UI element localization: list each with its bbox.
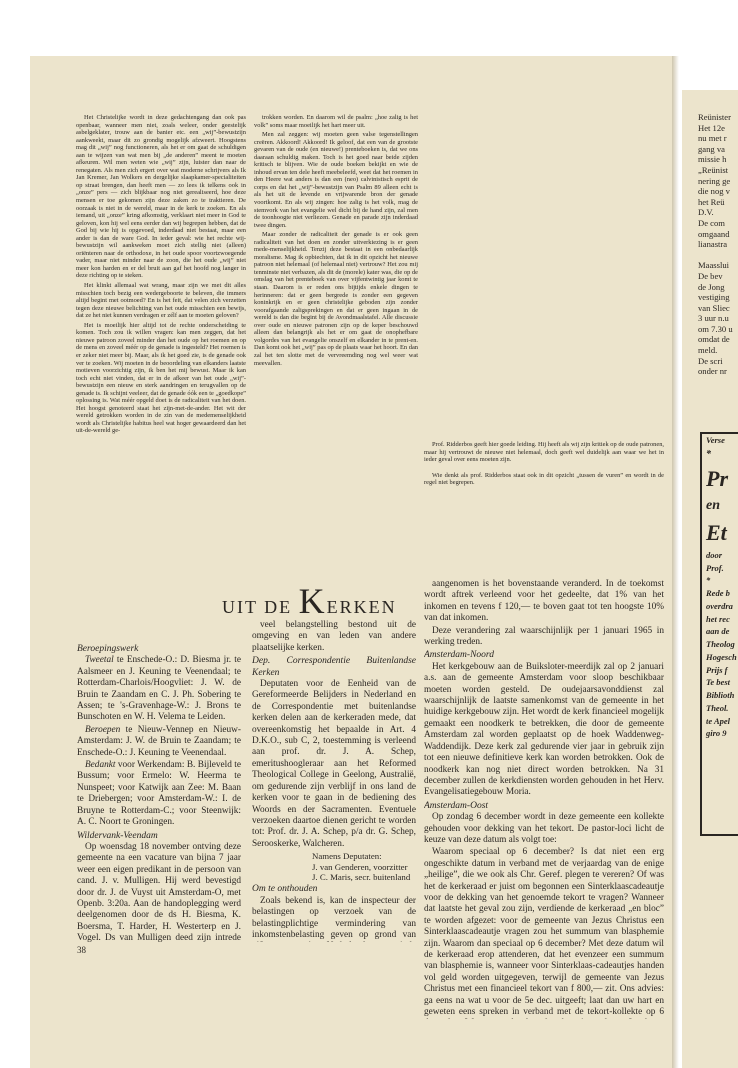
news-paragraph: [424, 579, 664, 625]
article-paragraph: Maar zonder de radicaliteit der genade is er ook geen radicaliteit van het doen en zonder uitverkiezing is er geen mede-menselijkheid. Tenzij deze bestaat in een onbedaarlijk moralisme. Mag ik opbiechten, dat ik in dit opzicht het nieuwe patroon niet helemaal (of helemaal niet) vertrouw? Het zou mij tenminste niet verbazen, als dit de (morele) kater was, die op de omslag van het prenteboek van over vijfentwintig jaar komt te staan. Daarom is er reden ons bijtijds enkele dingen te herinneren: dat er geen bergrede is zonder een gegeven koninkrijk en er geen christelijke geboden zijn zonder voorafgaande zaligsprekingen en dat er geen ingaan in de wereld is dan die begint bij de Avondmaalstafel. Alle discussie over oude en nieuwe patronen zijn op de keper beschouwd alleen dan belangrijk als het er om gaat de onophefbare volgordes van het evangelie onszelf en elkander in te prent-en. Dan komt ook het „wij” pas op de plaats waar het hoort. En dan zal het ten slotte met de vervreemding nog wel weer wat meevallen.: [254, 231, 418, 367]
page-number: 38: [77, 945, 86, 955]
article-paragraph: Het klinkt allemaal wat wrang, maar zijn we met dit alles misschien toch bezig een wedergeboorte te beleven, die immers altijd begint met ootmoed? En is het feit, dat velen zich verzetten tegen deze nieuwe belichting van het oude misschien een bewijs, dat ze het niet kunnen verdragen er zélf aan te moeten geloven?: [76, 282, 246, 320]
adjacent-text-line: omdat de: [698, 334, 730, 345]
ad-line: Theol.: [706, 702, 729, 713]
news-paragraph: [77, 655, 241, 723]
church-news-column-3: [424, 579, 664, 1019]
adjacent-text-line: Het 12e: [698, 122, 725, 133]
ad-line: Verse: [706, 435, 725, 445]
adjacent-text-line: „Reünist: [698, 164, 729, 175]
adjacent-text-line: nu met r: [698, 133, 727, 144]
adjacent-text-line: om 7.30 u: [698, 323, 733, 334]
signature-line: J. van Genderen, voorzitter: [312, 861, 408, 872]
adjacent-text-line: Maasslui: [698, 260, 730, 271]
ad-line: aan de: [706, 626, 730, 637]
adjacent-text-line: het Reü: [698, 196, 725, 207]
ad-line: Prijs f: [706, 664, 728, 675]
ad-line: Theolog: [706, 639, 735, 649]
news-text: veel belangstelling bestond uit de omgeving en van leden van andere plaatselijke kerken.: [252, 620, 416, 653]
ad-line: en: [706, 497, 720, 513]
editorial-paragraph: Prof. Ridderbos geeft hier goede leiding. Hij heeft als wij zijn kritiek op de oude patronen, maar hij vertrouwt de nieuwe niet helemaal, doch geeft wel duidelijk aan waar we het in ieder geval over eens moeten zijn.: [424, 441, 664, 464]
article-column-1: [76, 114, 246, 564]
news-subheading: Om te onthouden: [252, 884, 318, 895]
heading-prefix: UIT DE: [222, 597, 299, 617]
ad-line: het rec: [706, 613, 730, 624]
adjacent-text-line: De scri: [698, 355, 723, 366]
adjacent-text-line: vestiging: [698, 292, 730, 303]
article-paragraph: Men zal zeggen: wij moeten geen valse tegenstellingen creëren. Akkoord! Akkoord! Ik geloof, dat een van de grootste gevaren van de oude (en nieuwe!) prenteboeken is, dat we ons daaraan schuldig maken. Toch is het goed naar beide zijden kritisch te blijven. Wie de oude boeken bekijkt en wie de inhoud ervan ten dele heeft meebeleefd, weet dat het roemen in den Heere wat anders is dan een (neo) calvinistisch esprit de corps en dat het „wij”-bewustzijn van Psalm 89 alleen echt is als het uit de levende en vrijwarende bron der genade voortkomt. En als wij zingen: hoe zalig is het volk, mag de stemvork van het evangelie wel dicht bij de hand zijn, zal men de toonhoogte niet verliezen. Genade en parade zijn inderdaad twee dingen.: [254, 131, 418, 229]
news-paragraph: [252, 896, 416, 942]
news-paragraph: [424, 812, 664, 846]
article-column-3: [424, 441, 664, 561]
editorial-paragraph: Wie denkt als prof. Ridderbos staat ook in dit opzicht „tussen de vuren” en wordt in de regel niet begrepen.: [424, 471, 664, 487]
adjacent-text-line: D.V.: [698, 207, 714, 218]
adjacent-text-line: die nog v: [698, 186, 730, 197]
news-text: Deputaten voor de Eenheid van de Gereformeerde Belijders in Nederland en de Correspondentie met buitenlandse kerken delen aan de kerkeraden mede, dat overeenkomstig het bepaalde in Art. 4 D.K.O., sub C, 2, toestemming is verleend aan prof. dr. J. A. Schep, emeritushoogleraar aan het Reformed Theological College in Geelong, Australië, om gedurende zijn verblijf in ons land de kerken voor te gaan in de bediening des Woords en der Sacramenten. Eventuele verzoeken daartoe dienen gericht te worden tot: Prof. dr. J. A. Schep, p/a dr. G. Schep, Serooskerke, Walcheren.: [252, 679, 416, 849]
page-gutter: [672, 56, 682, 1068]
adjacent-text-line: 3 uur n.u: [698, 313, 729, 324]
news-paragraph: [424, 662, 664, 799]
news-lead: Tweetal: [85, 655, 114, 666]
news-text: voor Werkendam: B. Bijleveld te Bussum; voor Ermelo: W. Heerma te Nunspeet; voor Katwijk aan Zee: M. Baan te Driebergen; voor Amsterdam-W.: I. de Bruyne te Rotterdam-C.; voor Steenwijk: A. C. Noort te Groningen.: [77, 760, 241, 828]
news-text: Waarom speciaal op 6 december? Is dat niet een erg ongeschikte datum in verband met de verjaardag van de enige „heilige”, die we ook als Chr. Geref. plegen te vereren? Of was het de kerkeraad er juist om begonnen een Sinterklaascadeautje voor de dekking van het genoemde tekort te vragen? Wanneer dat laatste het geval zou zijn, verdiende de kerkeraad „en bloc” te worden afgezet: voor de gemeente van Jezus Christus een Sinterklaascadeautje vragen zou het summum van blasphemie zijn. Waarom dan speciaal op 6 december? Met deze datum wil de kerkeraad erop attenderen, dat het evenzeer een summum van blasphemie is, wanneer voor Sinterklaas-cadeautjes handen vol geld worden uitgegeven, terwijl de gemeente van Jezus Christus met een financieel tekort van f 800,— zit. Ons advies: ga eens na wat u voor de 5e dec. uitgeeft; laat dan uw hart en geweten eens spreken in verband met de tekort-kollekte op 6: [424, 847, 664, 1018]
news-text: Het kerkgebouw aan de Buiksloter-meerdijk zal op 2 januari a.s. aan de gemeente Amsterdam voor sloop beschikbaar moeten worden gesteld. De oudejaarsavonddienst zal waarschijnlijk de laatste samenkomst van de gemeente in het huidige kerkgebouw zijn. Het wordt de kerk financieel mogelijk gemaakt een noodkerk te betrekken, die door de gemeente Amsterdam zal worden geplaatst op de hoek Waddenweg-Waddendijk. Deze kerk zal gedurende vier jaar in gebruik zijn tot een nieuwe definitieve kerk kan worden betrokken. Ook de noodkerk kan nog niet direct worden betrokken. Na 31 december zullen de kerkdiensten worden gehouden in het Herv. Evangelisatiegebouw Moria.: [424, 661, 664, 798]
article-paragraph: trokken worden. En daarom wil de psalm: „hoe zalig is het volk” soms maar moeilijk het hart meer uit.: [254, 114, 418, 129]
adjacent-text-line: onder nr: [698, 366, 727, 377]
adjacent-text-line: van Sliec: [698, 302, 730, 313]
ad-line: Et: [706, 519, 727, 545]
news-subheading: Amsterdam-Noord: [424, 650, 495, 661]
ad-line: Hogesch: [706, 651, 737, 662]
news-paragraph: [252, 620, 416, 654]
news-subheading: Dep. Correspondentie Buitenlandse Kerken: [252, 656, 416, 678]
news-subheading: Beroepingswerk: [77, 644, 139, 654]
adjacent-text-line: Reünister: [698, 112, 731, 122]
ad-line: Te best: [706, 677, 731, 688]
ad-line: Biblioth: [706, 690, 735, 700]
news-paragraph: [424, 847, 664, 1019]
adjacent-text-line: De com: [698, 217, 725, 228]
adjacent-text-line: omgaand: [698, 228, 730, 239]
news-paragraph: [77, 842, 241, 942]
news-paragraph: [424, 626, 664, 649]
ad-line: giro 9: [706, 728, 727, 739]
news-subheading: Amsterdam-Oost: [424, 800, 489, 811]
ad-line: *: [706, 575, 711, 586]
adjacent-page-text: [698, 112, 738, 382]
adjacent-text-line: de Jong: [698, 281, 725, 292]
news-subheading: Wildervank-Veendam: [77, 830, 158, 841]
article-paragraph: Het is moeilijk hier altijd tot de rechte onderscheiding te komen. Toch zou ik willen vragen: kan men zeggen, dat het nieuwe patroon zoveel minder dan het oude op het roemen en op de mens en zoveel méér op de genade is ingesteld? Het roemen is er zeker niet meer bij. Maar, als ik het goed zie, is de genade ook ver te zoeken. Wij moeten in de beoordeling van elkanders laatste motieven voorzichtig zijn, ik ben het mij bewust. Maar ik kan toch echt niet vinden, dat er in de afkeer van het oude „wij”-bewustzijn een nieuw en sterk aandringen en terugvallen op de genade is. Ik schijnt veeleer, dat de genade óók een te „goedkope” oplossing is. Wat méér opgeld doet is de radicaliteit van het doen. Het hoogst genoteerd staat het zijn-met-de-ander. Het wit der wereld getrokken worden in de zin van de medemenselijkheid wordt als Christelijke habitus heel wat hoger gewaardeerd dan het uit-de-wereld ge-: [76, 321, 246, 435]
news-paragraph: [252, 679, 416, 850]
heading-initial: K: [298, 581, 327, 621]
adjacent-text-line: [698, 250, 738, 261]
ad-line: *: [706, 448, 711, 460]
news-text: Deze verandering zal waarschijnlijk per 1 januari 1965 in werking treden.: [424, 625, 664, 648]
article-column-2: [254, 114, 418, 454]
article-paragraph: Het Christelijke wordt in deze gedachtengang dan ook pas openbaar, wanneer men niet, zoals weleer, onder geestelijk asbelgeklater, trouw aan de banier etc. een „wij”-bewustzijn aankweekt, maar dit zo grondig mogelijk afzweert. Hoogstens mag dit „wij” nog functioneren, als het er om gaat de schuldigen aan te wijzen van wat men bij „de anderen” meent te moeten afkeuren. Wil men weten wie „wij” zijn, luister dan naar de renegaten. Als men zich ergert over wat moderne schrijvers als Ik Jan Kremer, Jan Wolkers en dergelijke slaapkamer-specialiteiten op straat brengen, dan heeft men — zo lees ik telkens ook in „onze” pers — zich blijkbaar nog niet gerealiseerd, hoe deze mensen er toe gekomen zijn deze zaken zo te traktieren. De oorzaak is niet in de wereld, maar in de kerk te zoeken. En als iemand, uit „onze” kring afkomstig, verklaart niet meer in God te geloven, kon hij wel eens eerder dan wij begrepen hebben, dat de God bij wie hij is opgevoed, inderdaad niet bestaat, maar een ander is dan de ware God. In ieder geval: wie het rechte wij-bewustzijn wil aankweken moet zich stellig niet (alleen) oriënteren naar de orthodoxe, in het oude spoor voortzwoegende vader, maar niet minder naar de zoon, die het oude „wij” niet meer kon harden en er del bruit aan gaf het hoofd nog langer in deze richting op te steken.: [76, 114, 246, 280]
news-paragraph: [77, 760, 241, 828]
adjacent-text-line: gang va: [698, 143, 725, 154]
news-text: Op woensdag 18 november ontving deze gemeente na een vacature van bijna 7 jaar weer een eigen predikant in de persoon van cand. J. v. Mulligen. Hij werd bevestigd door dr. J. de Vuyst uit Amsterdam-O, met Openb. 3:20a. Aan de handoplegging werd deelgenomen door de ds H. Biesma, K. Boersma, T. Harder, H. Westerterp en J. Vogel. Ds van Mulligen deed zijn intrede: [77, 841, 241, 942]
ad-line: door: [706, 549, 723, 560]
news-lead: Bedankt: [85, 760, 116, 771]
adjacent-text-line: De bev: [698, 270, 723, 281]
adjacent-page-advertisement: [700, 432, 738, 836]
section-heading: [222, 580, 397, 622]
ad-line: te Apel: [706, 715, 730, 726]
adjacent-text-line: lianastra: [698, 239, 728, 250]
ad-line: overdra: [706, 600, 733, 611]
adjacent-text-line: missie h: [698, 154, 727, 165]
news-text: aangenomen is het bovenstaande veranderd. In de toekomst wordt aftrek verleend voor het gedeelte, dat 1% van het inkomen en tevens f 120,— te boven gaat tot ten hoogste 10% van dat inkomen.: [424, 579, 664, 624]
adjacent-text-line: nering ge: [698, 175, 731, 186]
signature-line: Namens Deputaten:: [312, 851, 382, 862]
ad-line: Pr: [706, 465, 728, 491]
ad-line: Rede b: [706, 588, 730, 598]
news-paragraph: [77, 725, 241, 759]
news-text: Zoals bekend is, kan de inspecteur der belastingen op verzoek van de belastingplichtige vermindering van inkomstenbelasting geven op grond van: [252, 895, 416, 940]
signature-line: J. C. Maris, secr. buitenland: [312, 871, 411, 882]
ad-line: Prof.: [706, 562, 724, 573]
news-text: Op zondag 6 december wordt in deze gemeente een kollekte gehouden voor dekking van het tekort. De pastor-loci licht de keuze van deze datum als volgt toe:: [424, 812, 664, 845]
heading-rest: ERKEN: [326, 597, 397, 617]
news-text: te Nieuw-Vennep en Nieuw-Amsterdam: J. W. de Bruin te Zaandam; te Enschede-O.: J. Keuning te Veenendaal.: [77, 724, 241, 758]
news-lead: Beroepen: [85, 724, 121, 735]
church-news-column-2: [252, 620, 416, 942]
news-text: te Enschede-O.: D. Biesma jr. te Aalsmeer en J. Keuning te Veenendaal; te Rotterdam-Charlois/Hoogvliet: J. W. de Bruin te Zaandam en C. J. Ph. Sobering te Assen; te 's-Gravenhage-W.: J. Brons te Bunschoten en W. H. Velema te Leiden.: [77, 655, 241, 723]
church-news-column-1: [77, 642, 241, 942]
adjacent-text-line: meld.: [698, 345, 718, 356]
